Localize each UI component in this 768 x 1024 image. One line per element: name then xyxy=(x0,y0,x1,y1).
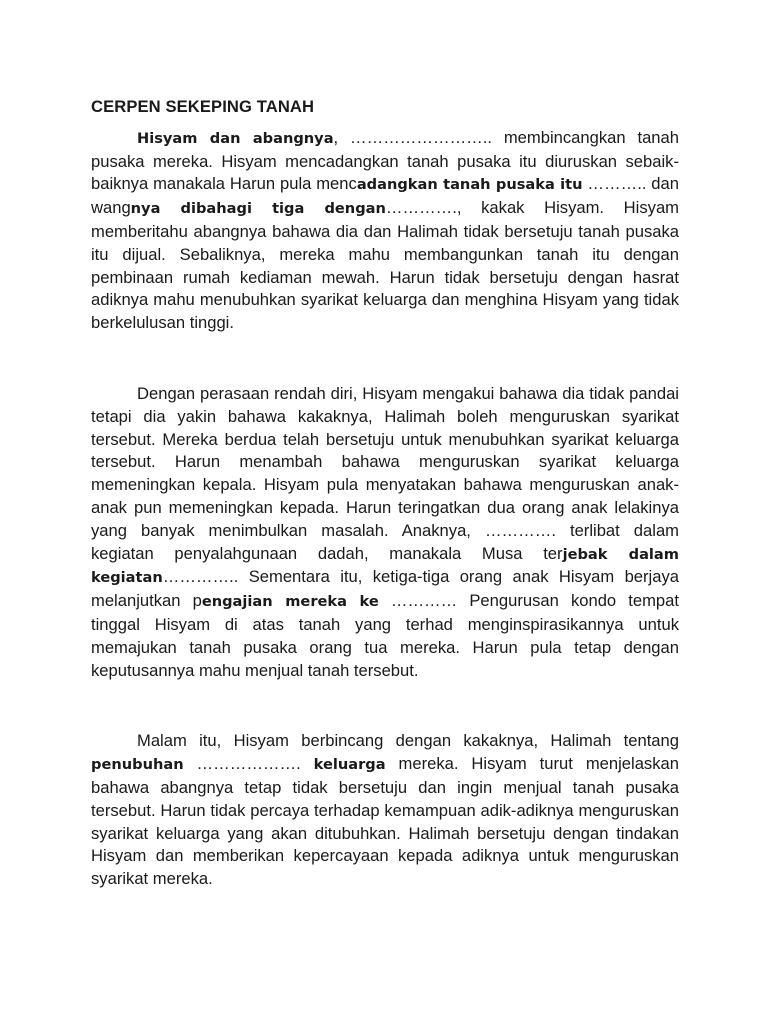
text-run: keluarga xyxy=(313,756,386,774)
paragraph-2 xyxy=(91,383,679,682)
text-run: ……….. dan wang xyxy=(91,174,679,218)
paragraph-3 xyxy=(91,730,679,891)
text-run: adangkan tanah pusaka itu xyxy=(356,176,583,194)
document-page xyxy=(91,96,679,891)
text-run: Hisyam dan abangnya xyxy=(137,129,334,147)
document-title: CERPEN SEKEPING TANAH xyxy=(91,97,315,116)
text-run: Dengan perasaan rendah diri, Hisyam mengakui bahawa dia tidak pandai tetapi dia yakin bahawa kakaknya, Halimah boleh menguruskan syarikat tersebut. Mereka berdua telah bersetuju untuk menubuhkan syarikat keluarga tersebut. Harun menambah bahawa menguruskan syarikat keluarga memeningkan kepala. Hisyam pula menyatakan bahawa menguruskan anak-anak pun memeningkan kepada. Harun teringatkan dua orang anak lelakinya yang banyak menimbulkan masalah. Anaknya, …………. terlibat dalam kegiatan penyalahgunaan dadah, manakala Musa ter xyxy=(91,383,679,563)
text-run: ………………. xyxy=(183,754,314,774)
text-run: Malam itu, Hisyam berbincang dengan kakaknya, Halimah tentang xyxy=(137,731,679,751)
text-run: penubuhan xyxy=(91,756,184,774)
text-run: ………….. Sementara itu, ketiga-tiga orang anak Hisyam berjaya melanjutkan p xyxy=(91,567,679,611)
text-run: ………… Pengurusan kondo tempat tinggal Hisyam di atas tanah yang terhad menginspirasikannya untuk memajukan tanah pusaka orang tua mereka. Harun pula tetap dengan keputusannya mahu menjual tanah tersebut. xyxy=(91,591,679,680)
paragraph-1 xyxy=(91,127,679,335)
text-run: …………., kakak Hisyam. Hisyam memberitahu abangnya bahawa dia dan Halimah tidak bersetuju tanah pusaka itu dijual. Sebaliknya, mereka mahu membangunkan tanah itu dengan pembinaan rumah kediaman mewah. Harun tidak bersetuju dengan hasrat adiknya mahu menubuhkan syarikat keluarga dan menghina Hisyam yang tidak berkelulusan tinggi. xyxy=(91,198,679,333)
text-run: engajian mereka ke xyxy=(201,593,379,611)
text-run: nya dibahagi tiga dengan xyxy=(130,200,386,218)
text-run: , …………………….. membincangkan tanah pusaka mereka. Hisyam mencadangkan tanah pusaka itu diuruskan sebaik-baiknya manakala Harun pula menc xyxy=(91,127,679,194)
text-run: jebak dalam kegiatan xyxy=(91,545,679,587)
text-run: mereka. Hisyam turut menjelaskan bahawa abangnya tetap tidak bersetuju dan ingin menjual tanah pusaka tersebut. Harun tidak percaya terhadap kemampuan adik-adiknya menguruskan syarikat keluarga yang akan ditubuhkan. Halimah bersetuju dengan tindakan Hisyam dan memberikan kepercayaan kepada adiknya untuk menguruskan syarikat mereka. xyxy=(91,754,679,889)
